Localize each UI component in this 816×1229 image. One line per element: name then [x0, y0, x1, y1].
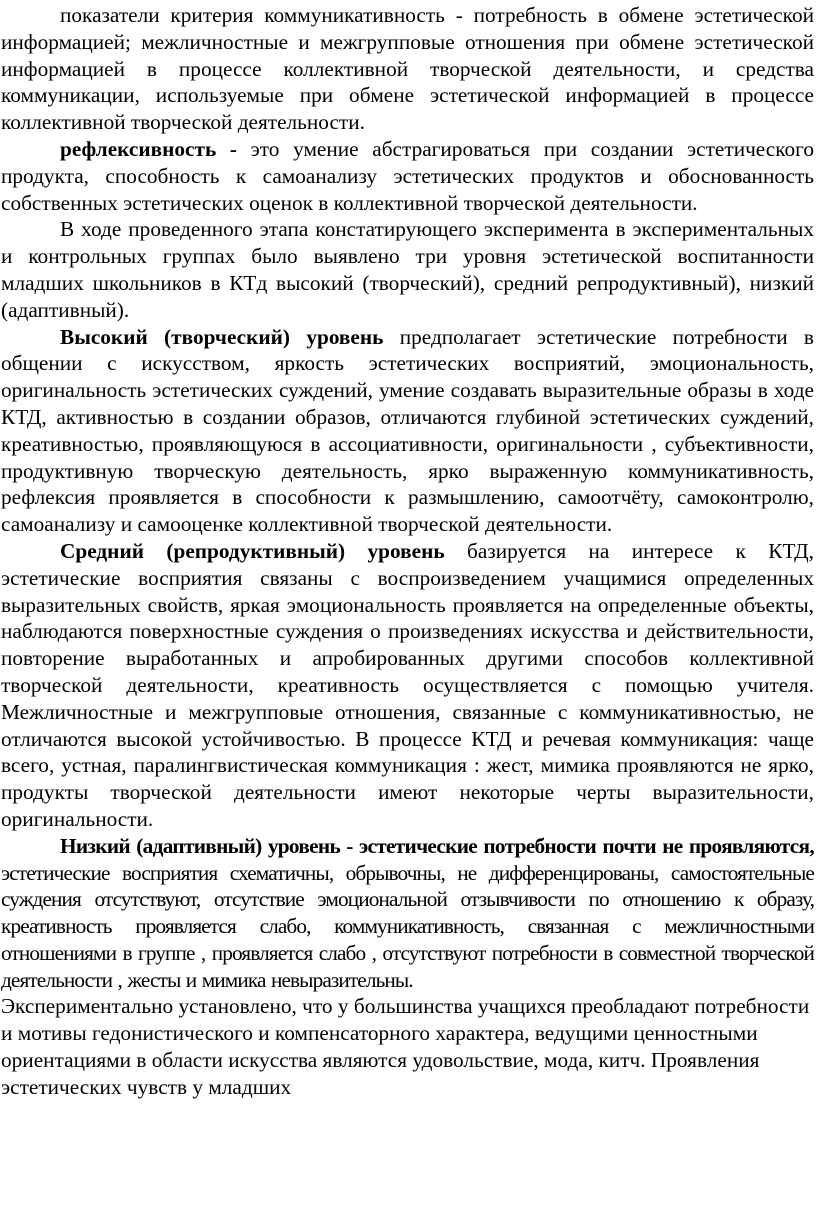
paragraph-text: базируется на интересе к КТД, эстетические восприятия связаны с воспроизведением учащимися определенных выразительных свойств, яркая эмоциональность проявляется на определенные объекты, наблюдаются поверхностные суждения о произведениях искусства и действительности, повторение выработанных и апробированных другими способов коллективной творческой деятельности, креативность осуществляется с помощью учителя. Межличностные и межгрупповые отношения, связанные с коммуникативностью, не отличаются высокой устойчивостью. В процессе КТД и речевая коммуникация: чаще всего, устная, паралингвистическая коммуникация : жест, мимика проявляются не ярко, продукты творческой деятельности имеют некоторые черты выразительности, оригинальности. [1, 538, 814, 831]
paragraph-reflexivity [1, 136, 814, 216]
paragraph-experimental-findings [1, 993, 814, 1100]
paragraph-text: Экспериментально установлено, что у большинства учащихся преобладают потребности и мотивы гедонистического и компенсаторного характера, ведущими ценностными ориентациями в области искусства являются удовольствие, мода, китч. Проявления эстетических чувств у младших [1, 994, 810, 1099]
paragraph-medium-level [1, 538, 814, 833]
term-medium-level: Средний (репродуктивный) уровень [60, 538, 445, 563]
paragraph-high-level [1, 324, 814, 538]
paragraph-text: это умение абстрагироваться при создании эстетического продукта, способность к самоанализу эстетических продуктов и обоснованность собственных эстетических оценок в коллективной творческой деятельности. [1, 136, 815, 215]
term-low-level: Низкий (адаптивный) уровень - эстетические потребности почти не проявляются, [60, 833, 814, 858]
paragraph-text: эстетические восприятия схематичны, обрывочны, не дифференцированы, самостоятельные суждения отсутствуют, отсутствие эмоциональной отзывчивости по отношению к образу, креативность проявляется слабо, коммуникативность, связанная с межличностными отношениями в группе , проявляется слабо , отсутствуют потребности в совместной творческой деятельности , жесты и мимика невыразительны. [1, 860, 814, 992]
paragraph-text: В ходе проведенного этапа констатирующего эксперимента в экспериментальных и контрольных группах было выявлено три уровня эстетической воспитанности младших школьников в КТд высокий (творческий), средний репродуктивный), низкий (адаптивный). [1, 217, 814, 322]
term-high-level: Высокий (творческий) уровень [60, 324, 384, 349]
paragraph-experiment-levels [1, 216, 814, 323]
paragraph-text: предполагает эстетические потребности в общении с искусством, яркость эстетических восприятий, эмоциональность, оригинальность эстетических суждений, умение создавать выразительные образы в ходе КТД, активностью в создании образов, отличаются глубиной эстетических суждений, креативностью, проявляющуюся в ассоциативности, оригинальности , субъективности, продуктивную творческую деятельность, ярко выраженную коммуникативность, рефлексия проявляется в способности к размышлению, самоотчёту, самоконтролю, самоанализу и самооценке коллективной творческой деятельности. [1, 324, 814, 537]
term-reflexivity: рефлексивность - [60, 136, 237, 161]
paragraph-text: показатели критерия коммуникативность - потребность в обмене эстетической информацией; межличностные и межгрупповые отношения при обмене эстетической информацией в процессе коллективной творческой деятельности, и средства коммуникации, используемые при обмене эстетической информацией в процессе коллективной творческой деятельности. [1, 3, 814, 135]
paragraph-communicativeness-indicators [1, 2, 814, 136]
paragraph-low-level [1, 833, 814, 994]
